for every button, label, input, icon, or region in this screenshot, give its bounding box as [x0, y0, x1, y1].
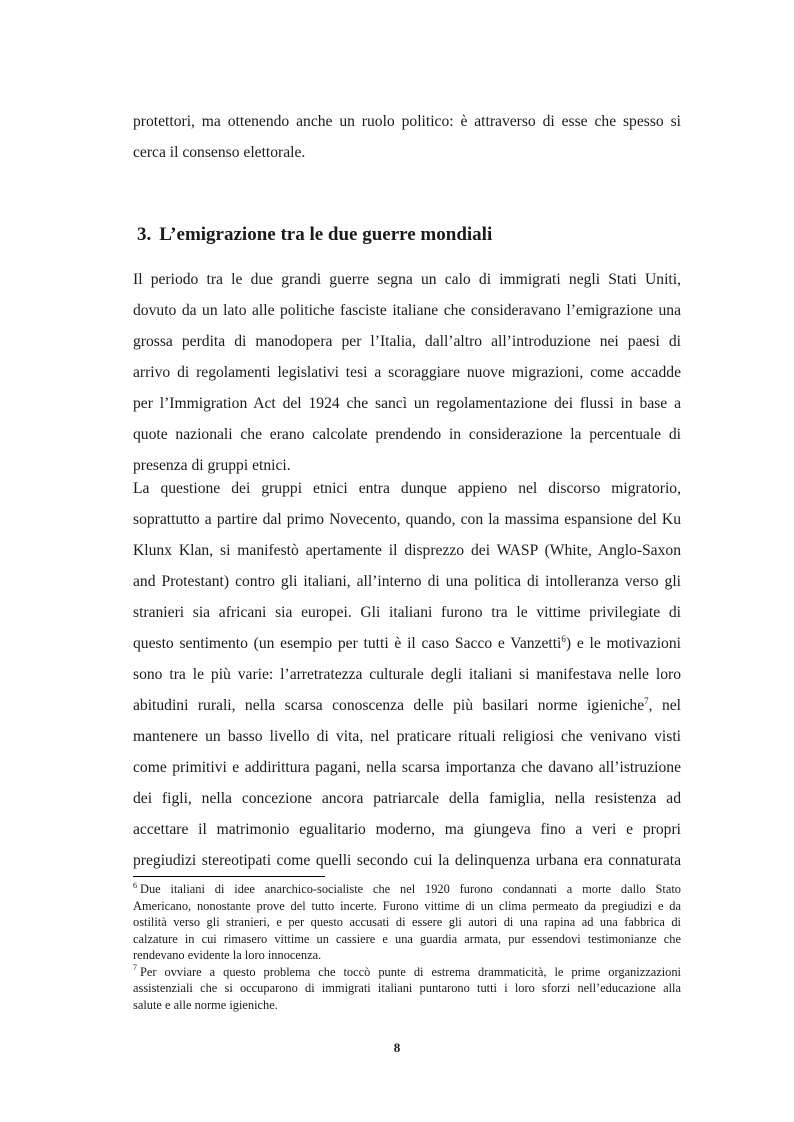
paragraph-intro — [133, 106, 681, 168]
footnote-line: assistenziali che si occuparono di immigrati italiani puntarono tutti i loro sforzi nell’educazione alla — [133, 981, 681, 995]
footnote-7 — [133, 964, 681, 1014]
footnote-line: ostilità verso gli stranieri, e per questo accusati di essere gli autori di una rapina ad una fabbrica di — [133, 915, 681, 929]
text-line: stranieri sia africani sia europei. Gli italiani furono tra le vittime privilegiate di — [133, 604, 681, 621]
page-number: 8 — [393, 1040, 401, 1055]
text-line: per l’Immigration Act del 1924 che sancì un regolamentazione dei flussi in base a — [133, 395, 681, 412]
footnote-line — [133, 964, 681, 981]
text-line: accettare il matrimonio egualitario moderno, ma giungeva fino a veri e propri — [133, 821, 681, 838]
section-number: 3. — [137, 224, 152, 245]
text-line: presenza di gruppi etnici. — [133, 457, 291, 474]
text-line: Il periodo tra le due grandi guerre segna un calo di immigrati negli Stati Uniti, — [133, 271, 681, 288]
text-line: cerca il consenso elettorale. — [133, 144, 306, 161]
text-line: pregiudizi stereotipati come quelli secondo cui la delinquenza urbana era connaturata — [133, 852, 681, 869]
footnote-line — [133, 881, 681, 898]
text-line: come primitivi e addirittura pagani, nella scarsa importanza che davano all’istruzione — [133, 759, 681, 776]
footnote-ref-6[interactable]: 6 — [561, 633, 566, 644]
text-line: protettori, ma ottenendo anche un ruolo politico: è attraverso di esse che spesso si — [133, 113, 681, 130]
text-line: arrivo di regolamenti legislativi tesi a scoraggiare nuove migrazioni, come accadde — [133, 364, 681, 381]
text-line: La questione dei gruppi etnici entra dunque appieno nel discorso migratorio, — [133, 480, 681, 497]
text-fragment: , nel — [648, 697, 681, 714]
paragraph-3 — [133, 473, 681, 876]
footnote-line: rendevano evidente la loro innocenza. — [133, 948, 322, 962]
section-heading — [137, 224, 492, 246]
section-title: L’emigrazione tra le due guerre mondiali — [159, 224, 493, 245]
footnote-mark: 7 — [133, 963, 137, 973]
footnote-line: Americano, nonostante prove del tutto incerte. Furono vittime di un clima permeato da pregiudizi e da — [133, 898, 681, 913]
text-fragment: questo sentimento (un esempio per tutti è il caso Sacco e Vanzetti — [133, 635, 562, 652]
footnote-mark: 6 — [133, 881, 137, 890]
footnote-divider — [133, 876, 325, 877]
text-line: mantenere un basso livello di vita, nel praticare rituali religiosi che venivano visti — [133, 728, 681, 745]
text-line: quote nazionali che erano calcolate prendendo in considerazione la percentuale di — [133, 426, 681, 443]
text-fragment: ) e le motivazioni — [565, 635, 681, 652]
footnote-ref-7[interactable]: 7 — [644, 695, 649, 706]
text-line: Klunx Klan, si manifestò apertamente il disprezzo dei WASP (White, Anglo-Saxon — [133, 542, 681, 559]
footnote-6 — [133, 881, 681, 964]
footnote-text: Per ovviare a questo problema che toccò punte di estrema drammaticità, le prime organizzazioni — [140, 964, 681, 979]
footnotes — [133, 881, 681, 1013]
paragraph-2 — [133, 264, 681, 481]
text-line: and Protestant) contro gli italiani, all’interno di una politica di intolleranza verso gli — [133, 573, 681, 590]
footnote-line: salute e alle norme igieniche. — [133, 997, 278, 1012]
text-line — [133, 628, 681, 659]
text-line: grossa perdita di manodopera per l’Italia, dall’altro all’introduzione nei paesi di — [133, 333, 681, 350]
text-line: dovuto da un lato alle politiche fasciste italiane che consideravano l’emigrazione una — [133, 302, 681, 319]
text-line — [133, 690, 681, 721]
text-line: soprattutto a partire dal primo Novecento, quando, con la massima espansione del Ku — [133, 511, 681, 528]
text-line: dei figli, nella concezione ancora patriarcale della famiglia, nella resistenza ad — [133, 790, 681, 807]
text-line: sono tra le più varie: l’arretratezza culturale degli italiani si manifestava nelle loro — [133, 666, 681, 683]
footnote-line: calzature in cui rimasero vittime un cassiere e una guardia armata, pur essendovi testimonianze che — [133, 931, 681, 946]
text-fragment: abitudini rurali, nella scarsa conoscenza delle più basilari norme igieniche — [133, 697, 645, 714]
footnote-text: Due italiani di idee anarchico-socialiste che nel 1920 furono condannati a morte dallo Stato — [140, 882, 681, 896]
